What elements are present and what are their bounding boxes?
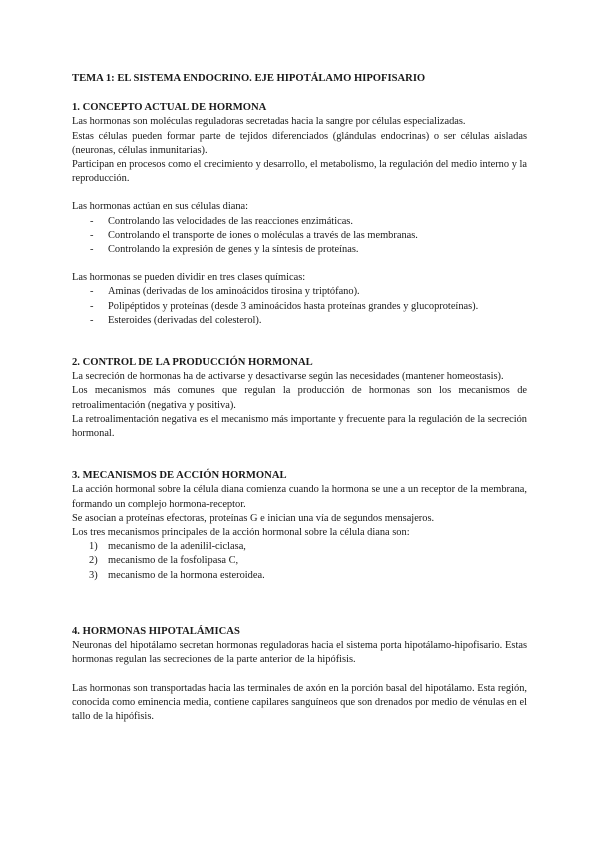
chemical-classes-list <box>72 285 527 328</box>
section-1-paragraph: Estas células pueden formar parte de tejidos diferenciados (glándulas endocrinas) o ser células aisladas (neuronas, células inmunitarias). <box>72 130 527 156</box>
list-item: - Controlando el transporte de iones o moléculas a través de las membranas. <box>72 229 527 243</box>
document-title: TEMA 1: EL SISTEMA ENDOCRINO. EJE HIPOTÁLAMO HIPOFISARIO <box>72 73 426 84</box>
section-4-paragraph: Las hormonas son transportadas hacia las terminales de axón en la porción basal del hipotálamo. Esta región, conocida como eminencia media, contiene capilares sanguíneos que son drenados por medio de vénulas en el tallo de la hipófisis. <box>72 682 527 722</box>
dash-marker: - <box>90 244 94 256</box>
section-2-paragraph: La secreción de hormonas ha de activarse y desactivarse según las necesidades (mantener homeostasis). <box>72 371 504 383</box>
section-2-heading: 2. CONTROL DE LA PRODUCCIÓN HORMONAL <box>72 357 313 369</box>
section-3-heading: 3. MECANISMOS DE ACCIÓN HORMONAL <box>72 470 287 482</box>
mechanisms-list <box>72 540 527 583</box>
dash-marker: - <box>90 229 94 241</box>
section-1-heading: 1. CONCEPTO ACTUAL DE HORMONA <box>72 102 267 114</box>
section-1-paragraph: Las hormonas son moléculas reguladoras secretadas hacia la sangre por células especializadas. <box>72 116 466 128</box>
section-2-paragraph: La retroalimentación negativa es el mecanismo más importante y frecuente para la regulación de la secreción hormonal. <box>72 413 527 440</box>
section-3-paragraph: Los tres mecanismos principales de la acción hormonal sobre la célula diana son: <box>72 527 410 539</box>
list-item: - Esteroides (derivadas del colesterol). <box>72 314 527 328</box>
section-1-paragraph: Participan en procesos como el crecimiento y desarrollo, el metabolismo, la regulación del medio interno y la reproducción. <box>72 159 527 185</box>
section-4-heading: 4. HORMONAS HIPOTALÁMICAS <box>72 625 240 637</box>
section-2-paragraph: Los mecanismos más comunes que regulan la producción de hormonas son los mecanismos de retroalimentación (negativa y positiva). <box>72 385 527 411</box>
list-item: - Controlando la expresión de genes y la síntesis de proteínas. <box>72 243 527 257</box>
section-3-paragraph: La acción hormonal sobre la célula diana comienza cuando la hormona se une a un receptor de la membrana, formando un complejo hormona-receptor. <box>72 484 527 510</box>
target-cells-list <box>72 215 527 258</box>
dash-marker: - <box>90 215 94 227</box>
section-3-paragraph: Se asocian a proteínas efectoras, proteínas G e inician una vía de segundos mensajeros. <box>72 512 435 524</box>
list-item: - Polipéptidos y proteínas (desde 3 aminoácidos hasta proteínas grandes y glucoproteínas). <box>72 300 527 314</box>
list-item: 3) mecanismo de la hormona esteroidea. <box>89 569 265 581</box>
dash-marker: - <box>90 286 94 298</box>
dash-marker: - <box>90 314 94 326</box>
dash-marker: - <box>90 300 94 312</box>
section-4-paragraph: Neuronas del hipotálamo secretan hormonas reguladoras hacia el sistema porta hipotálamo-hipofisario. Estas hormonas regulan las secreciones de la parte anterior de la hipófisis. <box>72 640 527 666</box>
chemical-classes-intro: Las hormonas se pueden dividir en tres clases químicas: <box>72 272 306 284</box>
target-cells-intro: Las hormonas actúan en sus células diana: <box>72 201 249 213</box>
list-item: 2) mecanismo de la fosfolipasa C, <box>89 555 239 567</box>
list-item: - Controlando las velocidades de las reacciones enzimáticas. <box>72 215 527 229</box>
list-item: - Aminas (derivadas de los aminoácidos tirosina y triptófano). <box>72 285 527 299</box>
document-body <box>72 72 527 724</box>
list-item: 1) mecanismo de la adenilil-ciclasa, <box>89 541 246 553</box>
